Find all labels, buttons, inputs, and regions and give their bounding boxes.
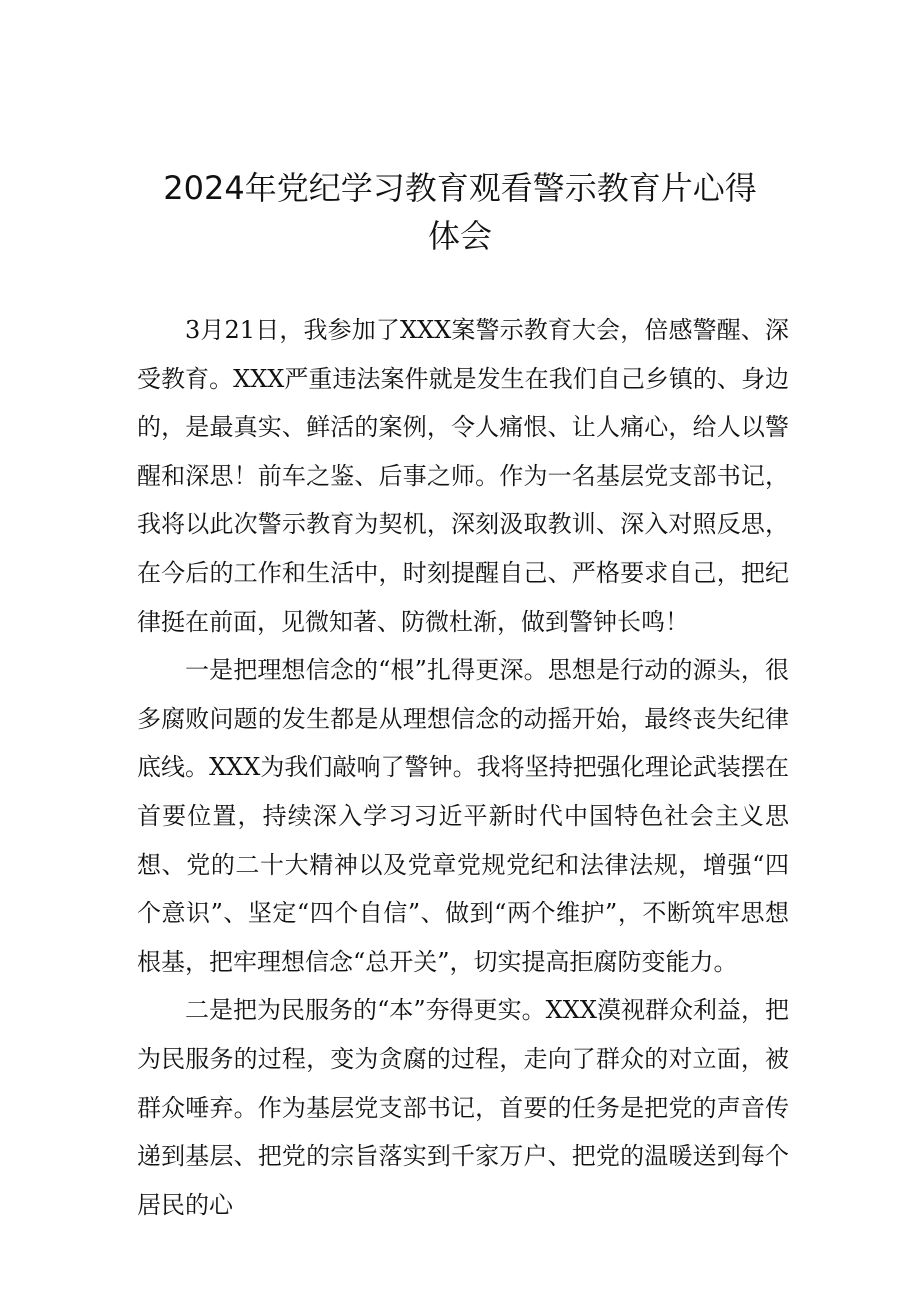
paragraph-2: 一是把理想信念的“根”扎得更深。思想是行动的源头，很多腐败问题的发生都是从理想信念的动摇开始，最终丧失纪律底线。XXX为我们敲响了警钟。我将坚持把强化理论武装摆在首要位置，持续深入学习习近平新时代中国特色社会主义思想、党的二十大精神以及党章党规党纪和法律法规，增强“四个意识”、坚定“四个自信”、做到“两个维护”，不断筑牢思想根基，把牢理想信念“总开关”，切实提高拒腐防变能力。 [137,656,789,976]
document-title [110,164,810,260]
document-title-line-2: 体会 [427,217,492,255]
paragraph-3: 二是把为民服务的“本”夯得更实。XXX漠视群众利益，把为民服务的过程，变为贪腐的过程，走向了群众的对立面，被群众唾弃。作为基层党支部书记，首要的任务是把党的声音传递到基层、把党的宗旨落实到千家万户、把党的温暖送到每个居民的心 [137,996,789,1219]
paragraph-1: 3月21日，我参加了XXX案警示教育大会，倍感警醒、深受教育。XXX严重违法案件就是发生在我们自己乡镇的、身边的，是最真实、鲜活的案例，令人痛恨、让人痛心，给人以警醒和深思！前车之鉴、后事之师。作为一名基层党支部书记，我将以此次警示教育为契机，深刻汲取教训、深入对照反思，在今后的工作和生活中，时刻提醒自己、严格要求自己，把纪律挺在前面，见微知著、防微杜渐，做到警钟长鸣！ [137,316,789,636]
document-body [137,306,789,1229]
document-title-line-1: 2024年党纪学习教育观看警示教育片心得 [163,169,757,207]
